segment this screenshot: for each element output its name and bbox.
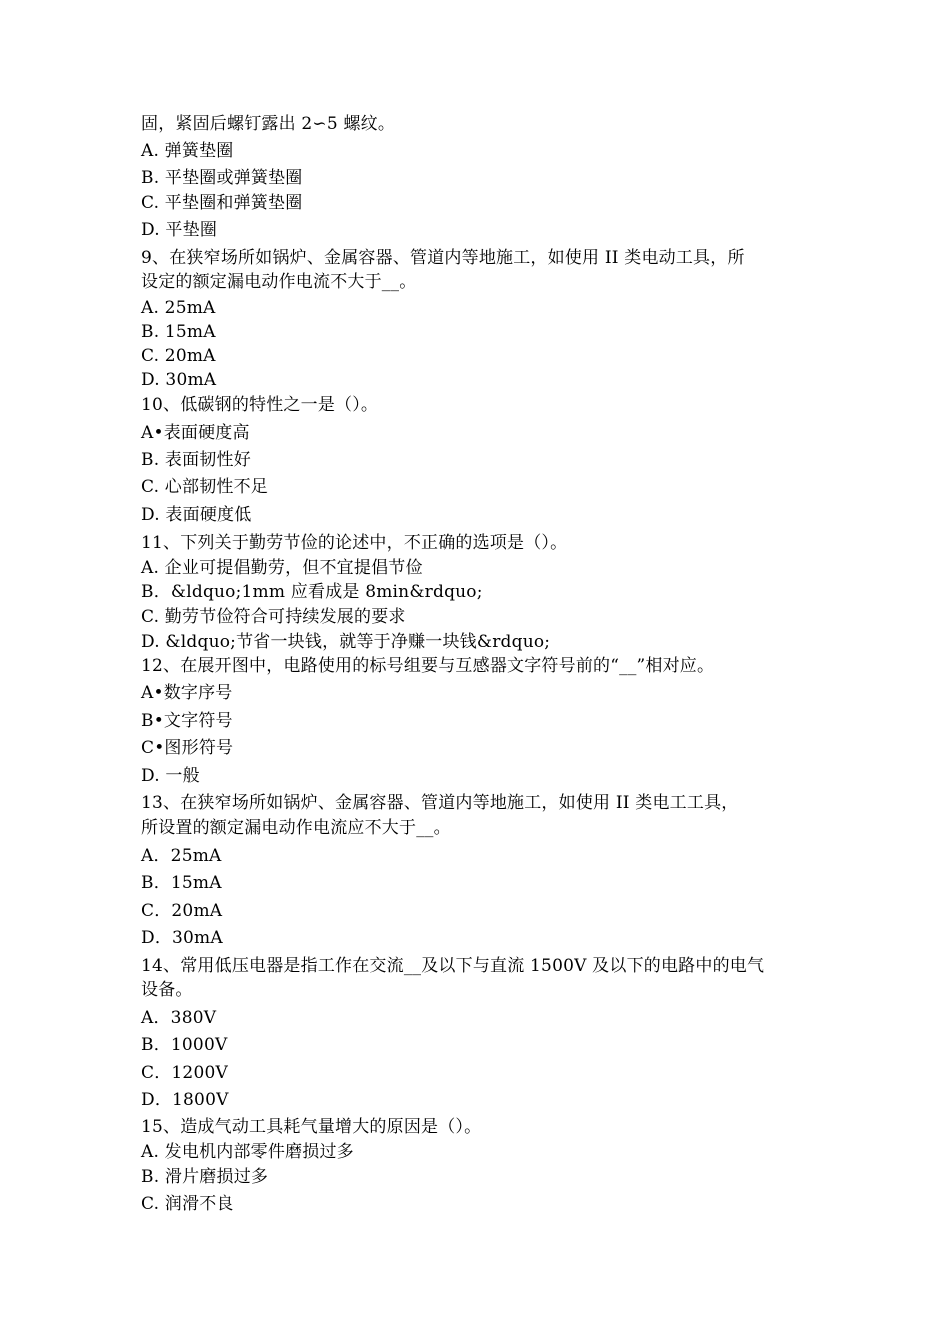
- option-15-b: B. 滑片磨损过多: [141, 1167, 269, 1187]
- option-11-a: A. 企业可提倡勤劳，但不宜提倡节俭: [141, 558, 423, 578]
- option-15-c: C. 润滑不良: [141, 1194, 234, 1214]
- option-14-b: B．1000V: [141, 1035, 228, 1055]
- option-11-c: C. 勤劳节俭符合可持续发展的要求: [141, 607, 406, 627]
- question-11-stem: 11、下列关于勤劳节俭的论述中，不正确的选项是（）。: [141, 533, 568, 553]
- option-14-d: D．1800V: [141, 1090, 229, 1110]
- option-12-d: D. 一般: [141, 766, 200, 786]
- option-8-a: A. 弹簧垫圈: [141, 141, 234, 161]
- question-8-stem-continuation: 固，紧固后螺钉露出 2∽5 螺纹。: [141, 114, 396, 134]
- option-15-a: A. 发电机内部零件磨损过多: [141, 1142, 354, 1162]
- question-13-stem: 13、在狭窄场所如锅炉、金属容器、管道内等地施工，如使用 II 类电工工具，: [141, 793, 739, 813]
- question-10-stem: 10、低碳钢的特性之一是（）。: [141, 395, 379, 415]
- option-11-b: B．&ldquo;1mm 应看成是 8min&rdquo;: [141, 582, 483, 602]
- option-9-b: B. 15mA: [141, 322, 216, 342]
- question-9-stem: 9、在狭窄场所如锅炉、金属容器、管道内等地施工，如使用 II 类电动工具，所: [141, 248, 745, 268]
- option-12-a: A•数字序号: [141, 683, 233, 703]
- question-9-stem-line-2: 设定的额定漏电动作电流不大于__。: [141, 272, 417, 292]
- option-10-b: B. 表面韧性好: [141, 450, 251, 470]
- option-13-c: C．20mA: [141, 901, 223, 921]
- question-13-stem-line-2: 所设置的额定漏电动作电流应不大于__。: [141, 818, 451, 838]
- option-14-c: C．1200V: [141, 1063, 228, 1083]
- option-10-a: A•表面硬度高: [141, 423, 250, 443]
- option-12-c: C•图形符号: [141, 738, 234, 758]
- option-13-d: D．30mA: [141, 928, 223, 948]
- question-14-stem: 14、常用低压电器是指工作在交流__及以下与直流 1500V 及以下的电路中的电气: [141, 956, 765, 976]
- option-12-b: B•文字符号: [141, 711, 233, 731]
- option-14-a: A．380V: [141, 1008, 217, 1028]
- option-13-b: B．15mA: [141, 873, 222, 893]
- option-13-a: A．25mA: [141, 846, 222, 866]
- option-11-d: D. &ldquo;节省一块钱，就等于净赚一块钱&rdquo;: [141, 632, 551, 652]
- option-9-d: D. 30mA: [141, 370, 217, 390]
- question-15-stem: 15、造成气动工具耗气量增大的原因是（）。: [141, 1117, 482, 1137]
- option-10-c: C. 心部韧性不足: [141, 477, 269, 497]
- option-10-d: D. 表面硬度低: [141, 505, 252, 525]
- option-8-c: C. 平垫圈和弹簧垫圈: [141, 193, 303, 213]
- question-14-stem-line-2: 设备。: [141, 980, 193, 1000]
- option-9-a: A. 25mA: [141, 298, 216, 318]
- option-8-b: B. 平垫圈或弹簧垫圈: [141, 168, 303, 188]
- option-9-c: C. 20mA: [141, 346, 216, 366]
- question-12-stem: 12、在展开图中，电路使用的标号组要与互感器文字符号前的“__”相对应。: [141, 656, 715, 676]
- option-8-d: D. 平垫圈: [141, 220, 218, 240]
